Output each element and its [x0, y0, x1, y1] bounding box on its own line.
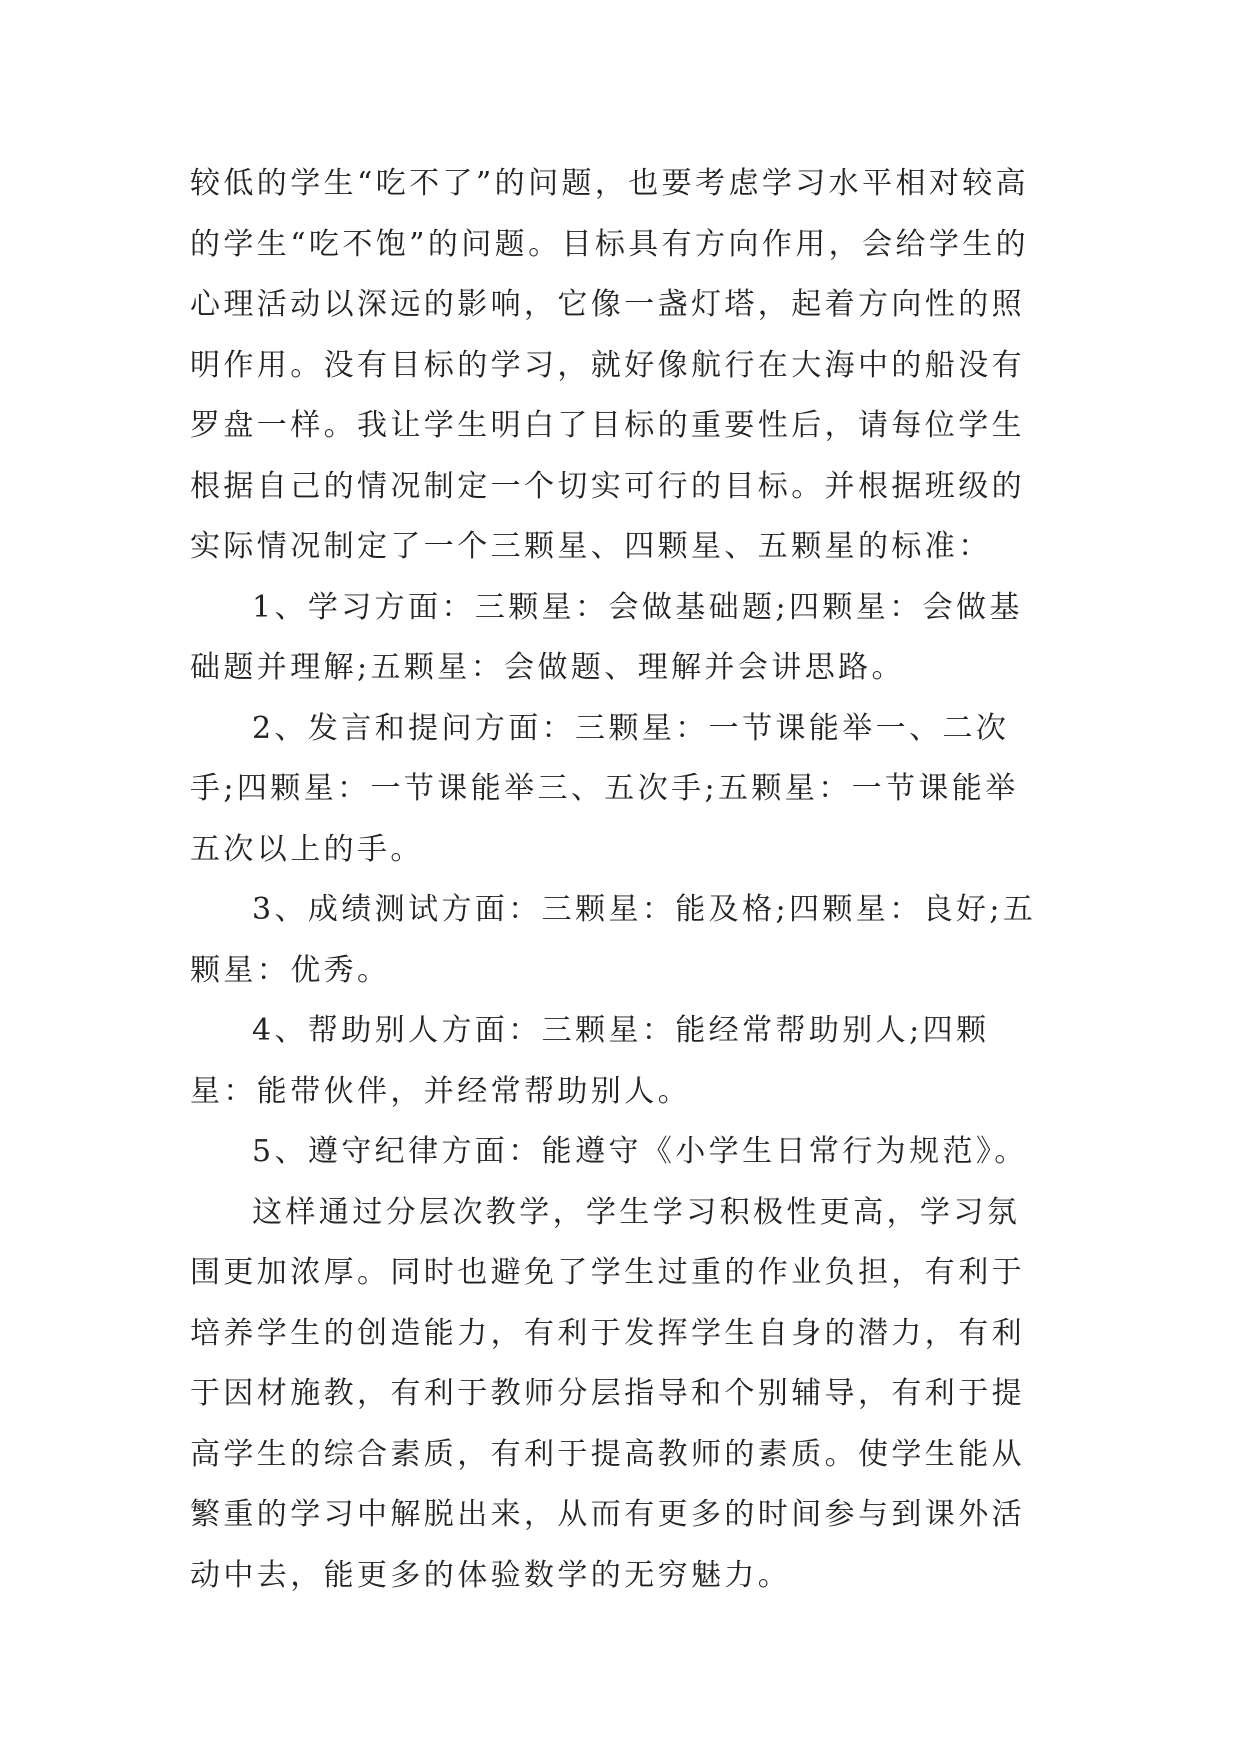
paragraph-continuation: 较低的学生“吃不了”的问题，也要考虑学习水平相对较高的学生“吃不饱”的问题。目标具有方向作用，会给学生的心理活动以深远的影响，它像一盏灯塔，起着方向性的照明作用。没有目标的学习，就好像航行在大海中的船没有罗盘一样。我让学生明白了目标的重要性后，请每位学生根据自己的情况制定一个切实可行的目标。并根据班级的实际情况制定了一个三颗星、四颗星、五颗星的标准： [190, 166, 1030, 564]
document-body [190, 154, 1050, 1606]
paragraph-item-4-helping: 4、帮助别人方面：三颗星：能经常帮助别人;四颗星：能带伙伴，并经常帮助别人。 [190, 1013, 990, 1109]
paragraph-item-3-tests: 3、成绩测试方面：三颗星：能及格;四颗星：良好;五颗星：优秀。 [190, 892, 1037, 988]
paragraph-item-5-discipline: 5、遵守纪律方面：能遵守《小学生日常行为规范》。 [252, 1134, 1028, 1169]
paragraph-item-2-speaking: 2、发言和提问方面：三颗星：一节课能举一、二次手;四颗星：一节课能举三、五次手;五颗星：一节课能举五次以上的手。 [190, 710, 1019, 867]
paragraph-conclusion: 这样通过分层次教学，学生学习积极性更高，学习氛围更加浓厚。同时也避免了学生过重的作业负担，有利于培养学生的创造能力，有利于发挥学生自身的潜力，有利于因材施教，有利于教师分层指导和个别辅导，有利于提高学生的综合素质，有利于提高教师的素质。使学生能从繁重的学习中解脱出来，从而有更多的时间参与到课外活动中去，能更多的体验数学的无穷魅力。 [190, 1194, 1025, 1593]
paragraph-item-1-study: 1、学习方面：三颗星：会做基础题;四颗星：会做基础题并理解;五颗星：会做题、理解并会讲思路。 [190, 589, 1023, 685]
